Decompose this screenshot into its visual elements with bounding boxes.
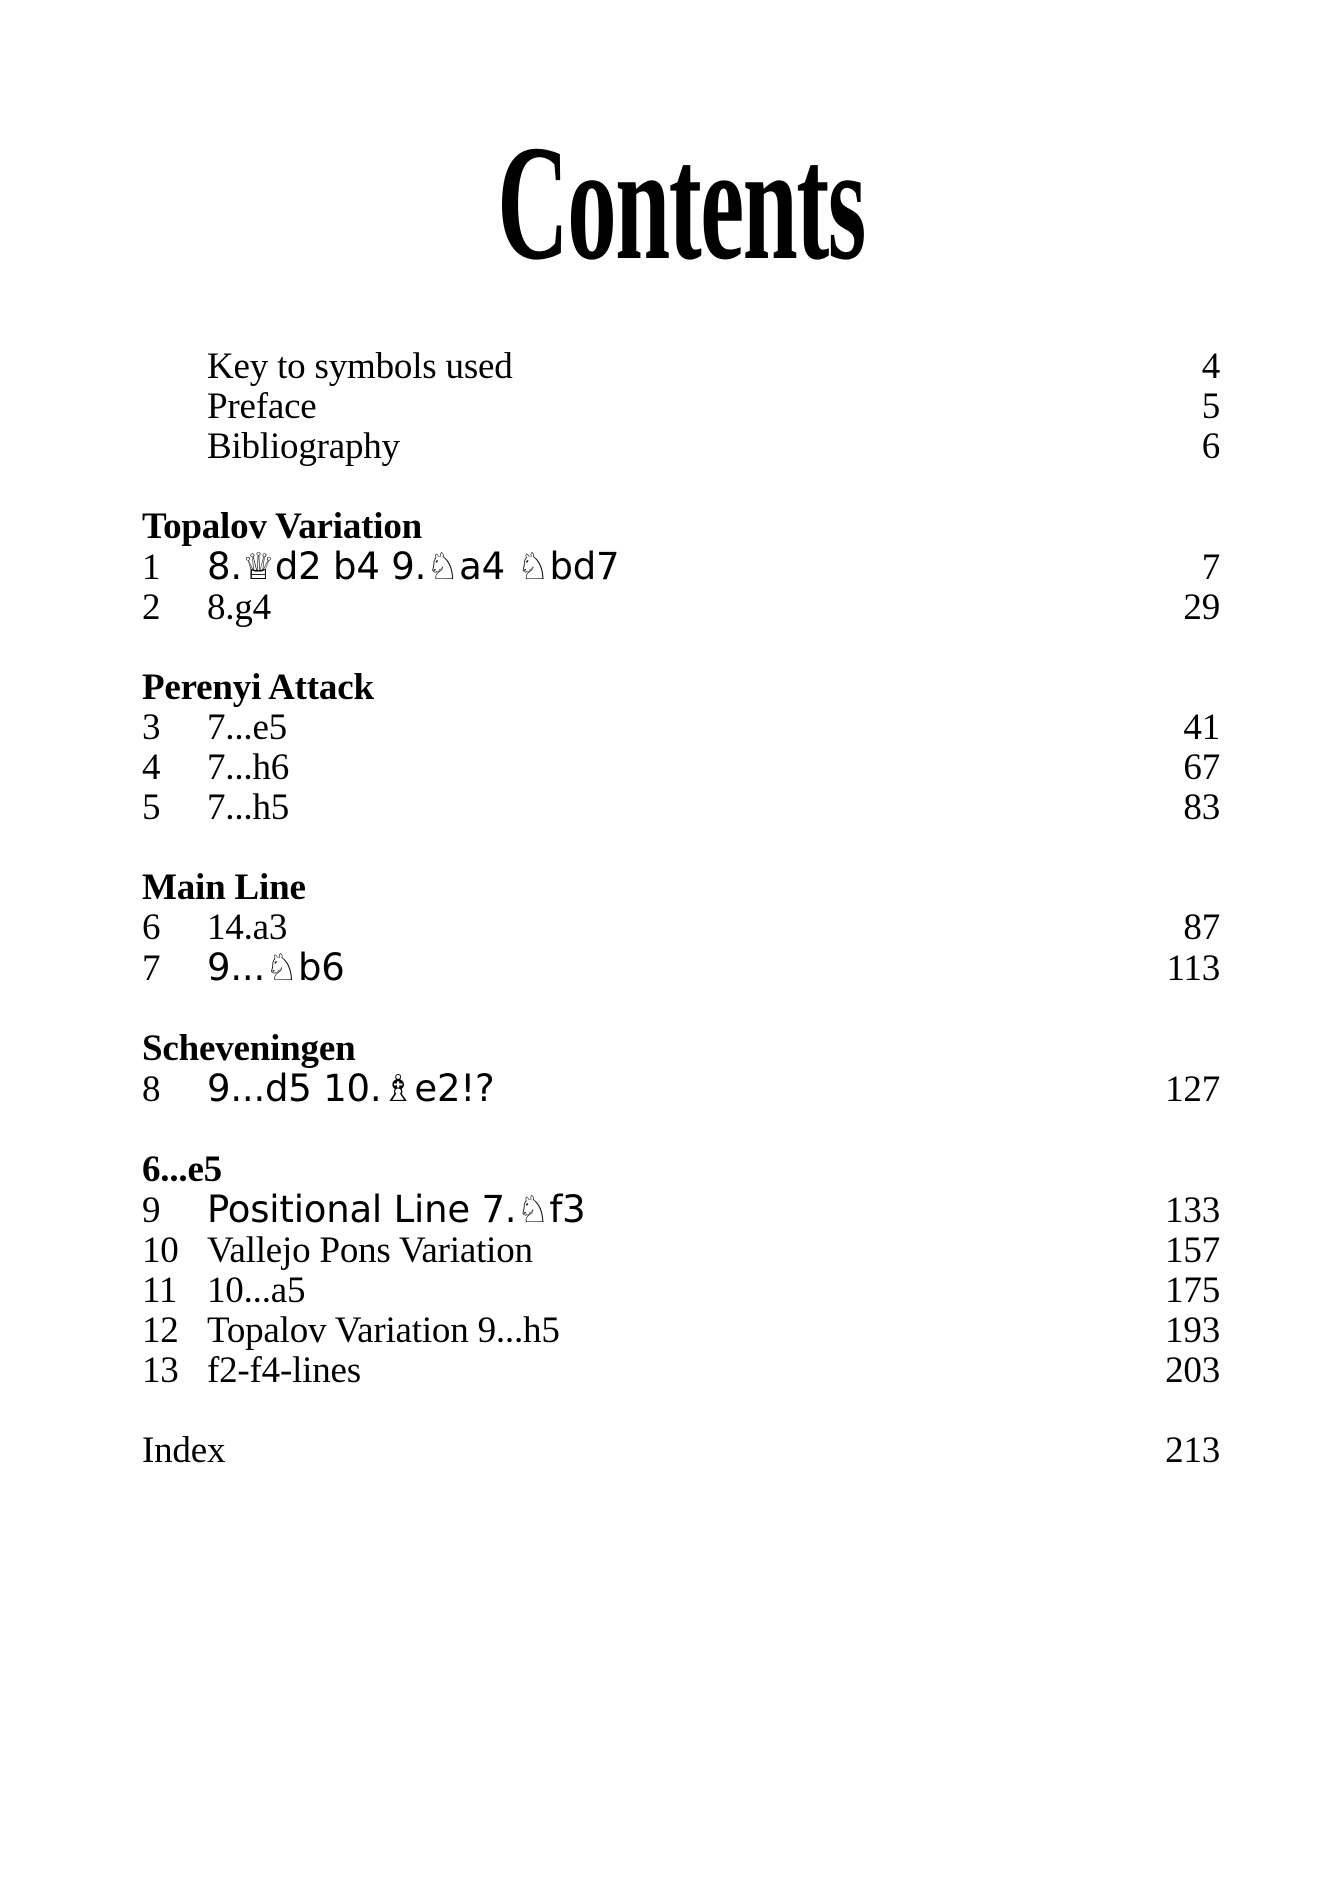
section-heading: Main Line (142, 867, 306, 908)
page-number: 67 (1183, 747, 1220, 788)
toc-row (142, 427, 1220, 467)
index-row (142, 1431, 1220, 1471)
chapter-number: 7 (142, 948, 161, 989)
chapter-title: 10...a5 (207, 1270, 306, 1311)
page-number: 113 (1166, 948, 1220, 989)
toc-section (142, 868, 1220, 989)
chapter-title: 7...e5 (207, 707, 287, 748)
page-number: 203 (1165, 1350, 1220, 1391)
toc-row (142, 1069, 1220, 1110)
chapter-number: 5 (142, 787, 161, 828)
page-number: 83 (1183, 787, 1220, 828)
toc-section (142, 668, 1220, 828)
toc-row (142, 588, 1220, 628)
toc-row (142, 547, 1220, 588)
chapter-number: 9 (142, 1190, 161, 1231)
toc-row (142, 708, 1220, 748)
page-number: 41 (1183, 707, 1220, 748)
page-number: 29 (1183, 587, 1220, 628)
chapter-title: f2-f4-lines (207, 1350, 361, 1391)
toc-row (142, 1190, 1220, 1231)
toc-section (142, 507, 1220, 628)
toc-row (142, 387, 1220, 427)
page-number: 4 (1201, 346, 1220, 387)
chapter-title: 8.g4 (207, 587, 271, 628)
chapter-number: 13 (142, 1350, 179, 1391)
page-number: 5 (1201, 386, 1220, 427)
page-title: Contents (497, 111, 865, 294)
page-number: 127 (1165, 1069, 1220, 1110)
chapter-number: 3 (142, 707, 161, 748)
chapter-title: 9...d5 10.♗e2!? (207, 1067, 495, 1110)
toc-row (142, 347, 1220, 387)
chapter-title: 9...♘b6 (207, 946, 345, 989)
chapter-number: 10 (142, 1230, 179, 1271)
toc-row (142, 948, 1220, 989)
entry-label: Bibliography (207, 426, 400, 467)
page-number: 175 (1165, 1270, 1220, 1311)
chapter-title: 14.a3 (207, 907, 288, 948)
index-label: Index (142, 1430, 226, 1471)
chapter-number: 8 (142, 1069, 161, 1110)
toc-row (142, 1351, 1220, 1391)
toc-row (142, 748, 1220, 788)
page-number: 157 (1165, 1230, 1220, 1271)
toc-row (142, 1231, 1220, 1271)
chapter-number: 6 (142, 907, 161, 948)
page-number: 7 (1201, 547, 1220, 588)
section-heading: Topalov Variation (142, 506, 423, 547)
page-number: 213 (1165, 1430, 1220, 1471)
chapter-title: Topalov Variation 9...h5 (207, 1310, 560, 1351)
chapter-number: 12 (142, 1310, 179, 1351)
chapter-title: 7...h5 (207, 787, 290, 828)
front-matter (142, 347, 1220, 467)
chapter-number: 2 (142, 587, 161, 628)
chapter-number: 4 (142, 747, 161, 788)
chapter-title: 7...h6 (207, 747, 290, 788)
chapter-number: 1 (142, 547, 161, 588)
section-heading: Scheveningen (142, 1028, 356, 1069)
toc-row (142, 788, 1220, 828)
chapter-number: 11 (142, 1270, 178, 1311)
chapter-title: Positional Line 7.♘f3 (207, 1188, 586, 1231)
toc-row (142, 1311, 1220, 1351)
entry-label: Preface (207, 386, 317, 427)
section-heading: 6...e5 (142, 1149, 222, 1190)
page-number: 193 (1165, 1310, 1220, 1351)
toc-section (142, 1150, 1220, 1391)
chapter-title: Vallejo Pons Variation (207, 1230, 533, 1271)
page-number: 133 (1165, 1190, 1220, 1231)
section-heading: Perenyi Attack (142, 667, 374, 708)
entry-label: Key to symbols used (207, 346, 513, 387)
toc-row (142, 1271, 1220, 1311)
toc-row (142, 908, 1220, 948)
page-number: 87 (1183, 907, 1220, 948)
page-number: 6 (1201, 426, 1220, 467)
table-of-contents (142, 347, 1220, 1471)
chapter-title: 8.♕d2 b4 9.♘a4 ♘bd7 (207, 545, 620, 588)
toc-section (142, 1029, 1220, 1110)
